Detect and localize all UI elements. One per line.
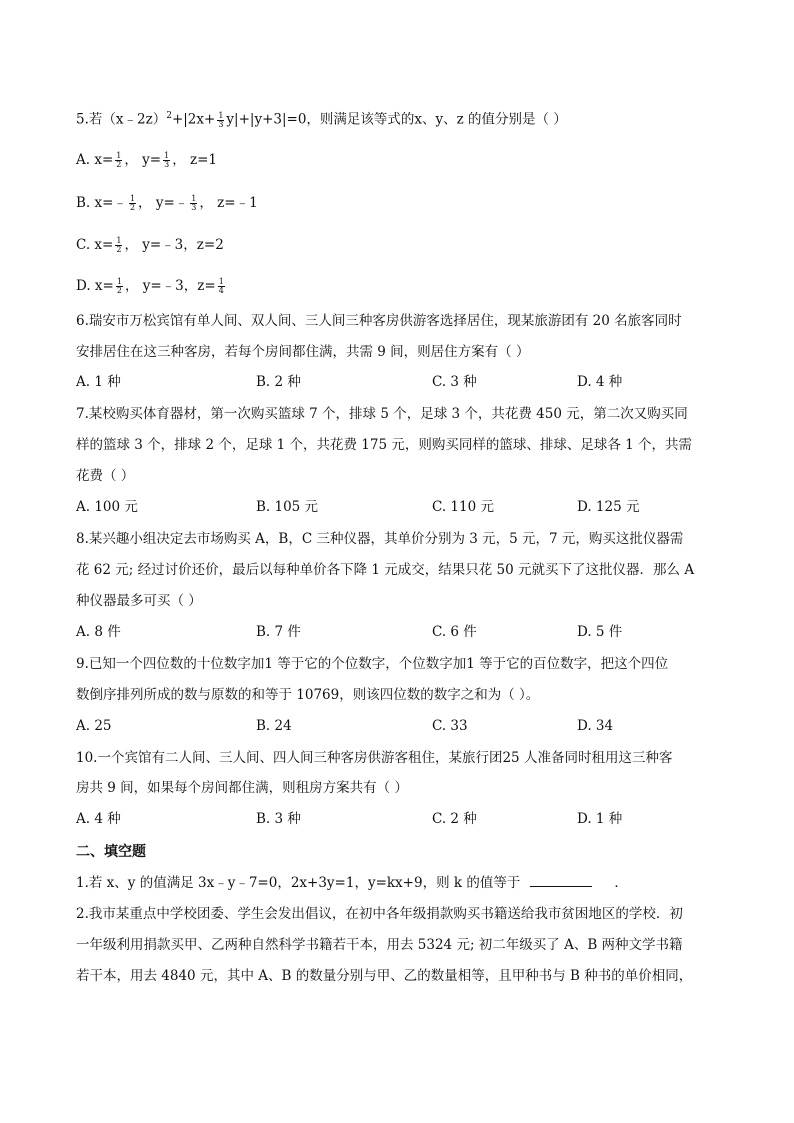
fill-question-2-line-1: 2.我市某重点中学校团委、学生会发出倡议，在初中各年级捐款购买书籍送给我市贫困地区的学校．初 <box>76 906 683 922</box>
fraction: $\frac{1}{3}$ <box>191 194 197 212</box>
answer-blank[interactable] <box>530 872 592 887</box>
question-8-line-2: 花 62 元; 经过讨价还价，最后以每种单价各下降 1 元成交，结果只花 50 元就买下了这批仪器．那么 A <box>76 562 695 578</box>
question-7-option-a: A. 100 元 <box>76 499 138 515</box>
question-6-option-a: A. 1 种 <box>76 374 121 390</box>
question-6-option-d: D. 4 种 <box>577 374 623 390</box>
question-9-option-b: B. 24 <box>256 718 292 734</box>
fraction: $\frac{1}{2}$ <box>116 151 122 169</box>
fill-question-1: 1.若 x、y 的值满足 3x﹣y﹣7=0，2x+3y=1，y=kx+9，则 k 的值等于 ． <box>76 872 628 893</box>
question-10-option-b: B. 3 种 <box>256 811 301 827</box>
question-9-option-c: C. 33 <box>432 718 468 734</box>
fraction: $\frac{1}{2}$ <box>129 194 136 212</box>
question-7-line-2: 样的篮球 3 个，排球 2 个，足球 1 个，共花费 175 元，则购买同样的篮球、排球、足球各 1 个，共需 <box>76 437 693 453</box>
question-7-line-3: 花费（ ） <box>76 468 135 484</box>
fill-question-2-line-2: 一年级利用捐款买甲、乙两种自然科学书籍若干本，用去 5324 元; 初二年级买了 A、B 两种文学书籍 <box>76 937 683 953</box>
question-9-line-2: 数倒序排列所成的数与原数的和等于 10769，则该四位数的数字之和为（ ）。 <box>76 687 540 703</box>
fraction: $\frac{1}{3}$ <box>164 151 170 169</box>
question-10-line-2: 房共 9 间，如果每个房间都住满，则租房方案共有（ ） <box>76 780 408 796</box>
fraction: $\frac{1}{2}$ <box>116 277 122 295</box>
question-6-option-b: B. 2 种 <box>256 374 301 390</box>
question-5-option-c: C. x= $\frac{1}{2}$ ， y=﹣3，z=2 <box>76 236 224 254</box>
question-9-option-d: D. 34 <box>577 718 614 734</box>
question-10-option-d: D. 1 种 <box>577 811 623 827</box>
question-7-option-b: B. 105 元 <box>256 499 319 515</box>
question-5-option-a: A. x= $\frac{1}{2}$ ， y= $\frac{1}{3}$ ， z=1 <box>76 151 217 169</box>
question-10-option-a: A. 4 种 <box>76 811 121 827</box>
fill-question-2-line-3: 若干本，用去 4840 元，其中 A、B 的数量分别与甲、乙的数量相等，且甲种书与 B 种书的单价相同， <box>76 968 693 984</box>
question-8-option-a: A. 8 件 <box>76 624 121 640</box>
question-6-option-c: C. 3 种 <box>432 374 477 390</box>
question-8-line-1: 8.某兴趣小组决定去市场购买 A，B，C 三种仪器，其单价分别为 3 元，5 元，7 元，购买这批仪器需 <box>76 531 684 547</box>
fraction: $\frac{1}{2}$ <box>116 236 122 254</box>
question-7-option-d: D. 125 元 <box>577 499 640 515</box>
question-8-option-c: C. 6 件 <box>432 624 477 640</box>
question-6-line-2: 安排居住在这三种客房，若每个房间都住满，共需 9 间，则居住方案有（ ） <box>76 344 530 360</box>
question-7-line-1: 7.某校购买体育器材，第一次购买篮球 7 个，排球 5 个，足球 3 个，共花费 450 元，第二次又购买同 <box>76 406 688 422</box>
question-8-option-b: B. 7 件 <box>256 624 301 640</box>
section-heading: 二、填空题 <box>76 844 146 860</box>
question-9-line-1: 9.已知一个四位数的十位数字加1 等于它的个位数字，个位数字加1 等于它的百位数字，把这个四位 <box>76 656 669 672</box>
question-5-option-d: D. x= $\frac{1}{2}$ ， y=﹣3，z= $\frac{1}{4}$ <box>76 277 224 295</box>
question-8-option-d: D. 5 件 <box>577 624 623 640</box>
fraction: $\frac{1}{3}$ <box>218 110 224 129</box>
question-10-line-1: 10.一个宾馆有二人间、三人间、四人间三种客房供游客租住，某旅行团25 人准备同时租用这三种客 <box>76 750 673 766</box>
fraction: $\frac{1}{4}$ <box>218 277 224 295</box>
question-7-option-c: C. 110 元 <box>432 499 494 515</box>
question-9-option-a: A. 25 <box>76 718 112 734</box>
question-10-option-c: C. 2 种 <box>432 811 477 827</box>
question-5-option-b: B. x=﹣ $\frac{1}{2}$ ， y=﹣ $\frac{1}{3}$ ， z=﹣1 <box>76 194 258 212</box>
question-5: 5.若（x﹣2z）$^2$+|2x+ $\frac{1}{3}$ y|+|y+3|=0，则满足该等式的x、y、z 的值分别是（ ） <box>76 110 567 129</box>
question-8-line-3: 种仪器最多可买（ ） <box>76 593 202 609</box>
question-6-line-1: 6.瑞安市万松宾馆有单人间、双人间、三人间三种客房供游客选择居住，现某旅游团有 20 名旅客同时 <box>76 313 682 329</box>
